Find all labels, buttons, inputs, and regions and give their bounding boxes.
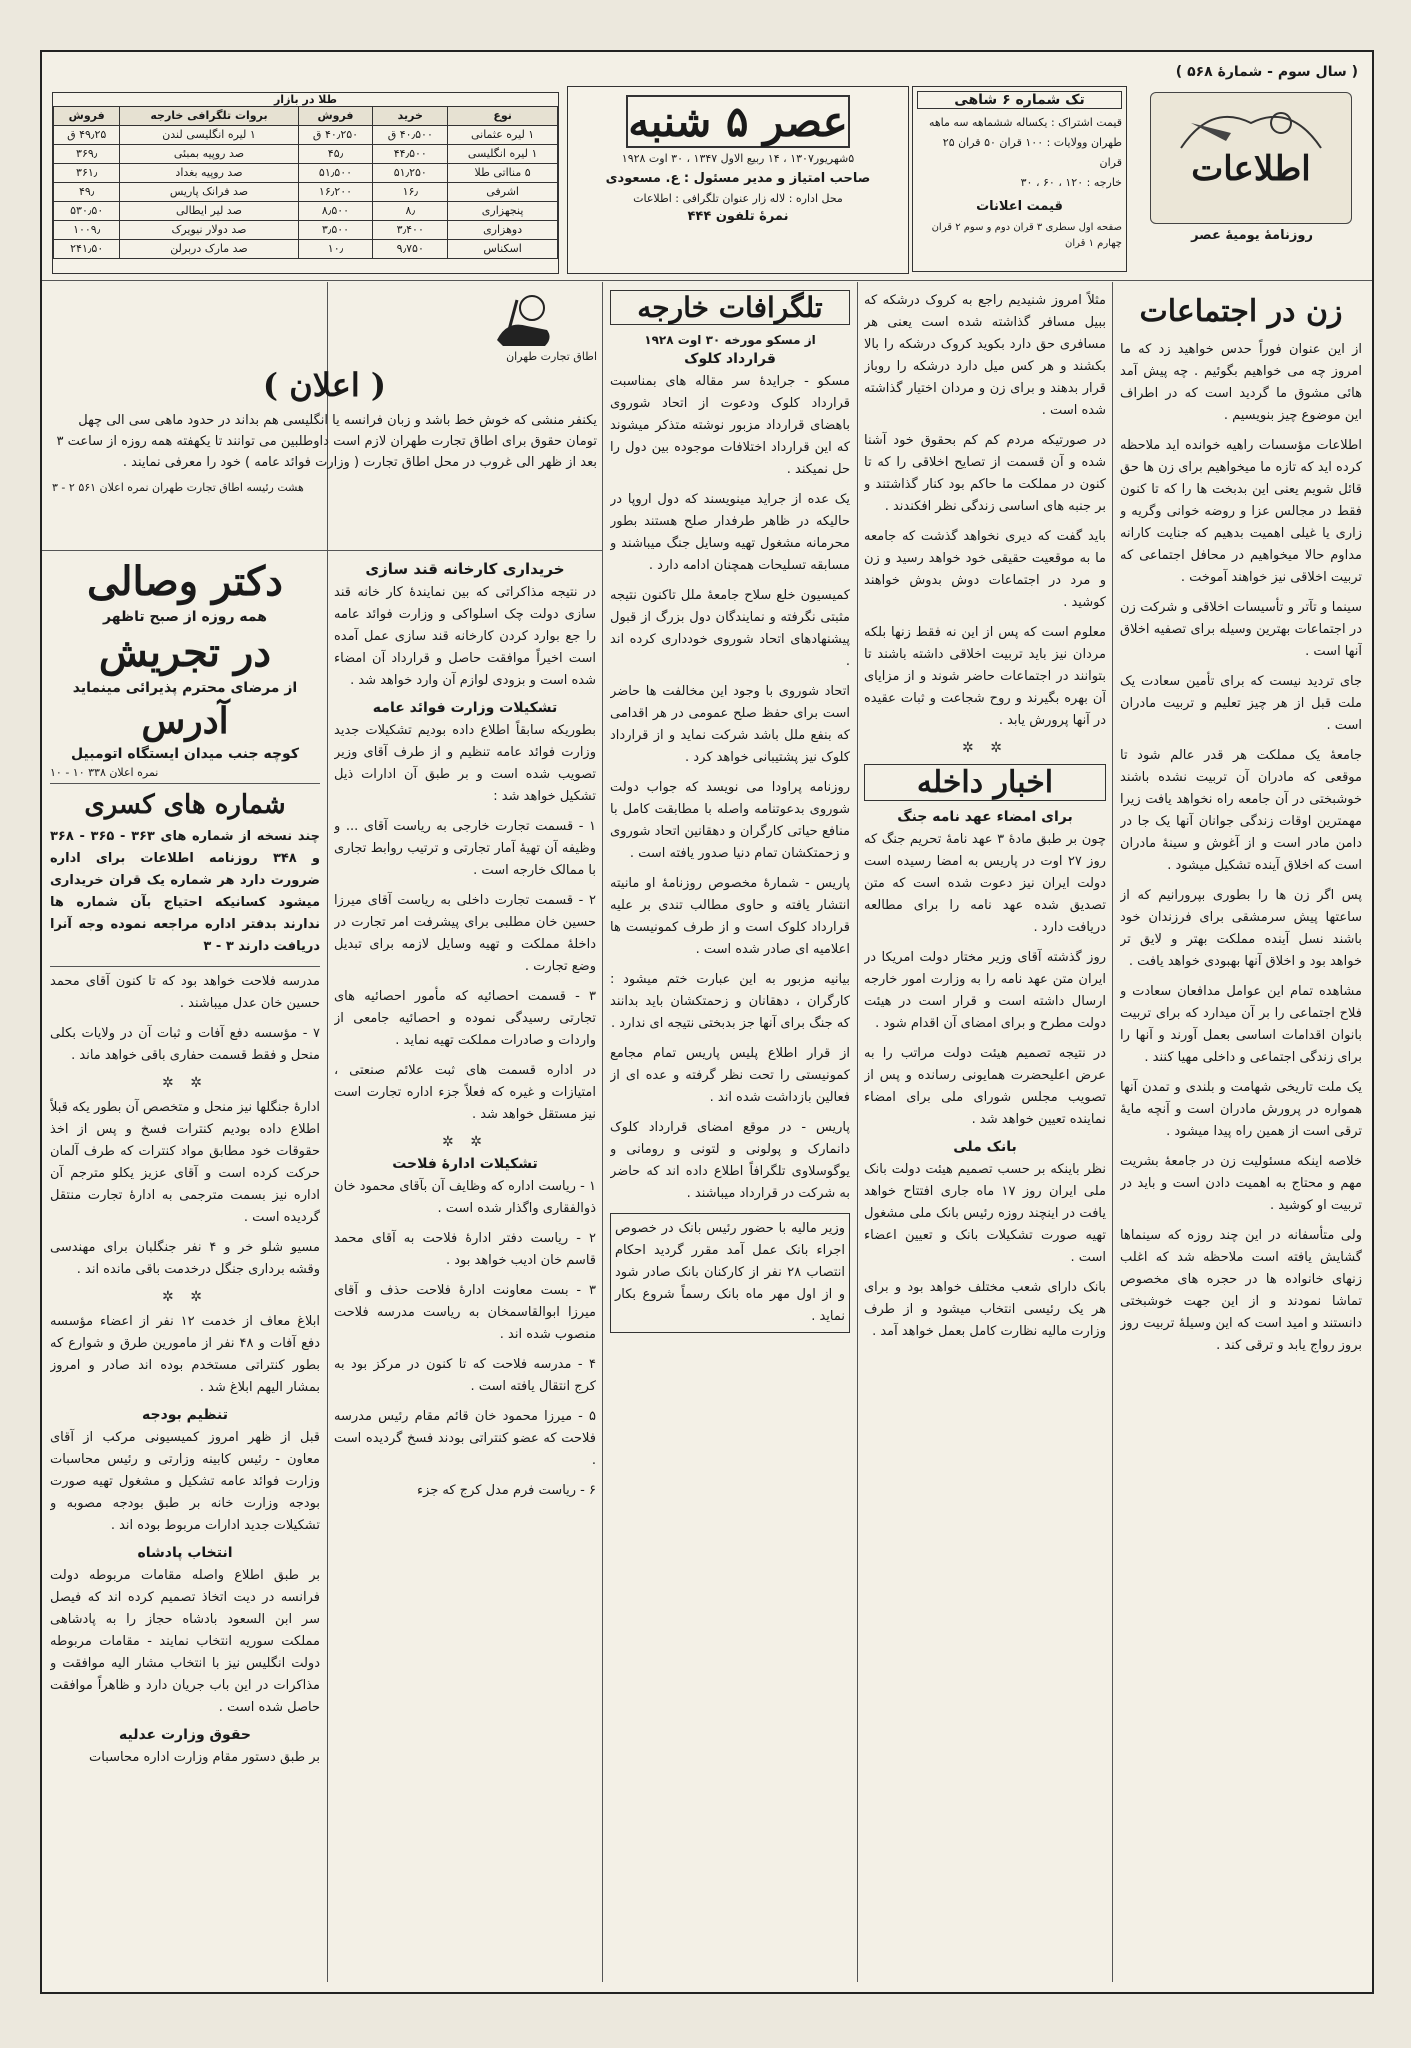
- col5-subtitle: تشکیلات ادارهٔ فلاحت: [392, 1156, 538, 1172]
- year-issue: ( سال سوم - شمارهٔ ۵۶۸ ): [1175, 64, 1358, 80]
- exchange-cell: ۴۹٫: [54, 183, 120, 202]
- col5-item: ۵ - میرزا محمود خان قائم مقام رئیس مدرسه فلاحت که عضو کنتراتی بودند فسخ گردیده است .: [334, 1409, 596, 1468]
- justice-text: بر طبق دستور مقام وزارت اداره محاسبات: [89, 1750, 320, 1765]
- col5-item: ۳ - بست معاونت ادارهٔ فلاحت حذف و آقای میرزا ابوالقاسمخان به ریاست مدرسه فلاحت منصوب شده اند .: [334, 1283, 596, 1342]
- col3-para: پاریس - شمارهٔ مخصوص روزنامهٔ او مانیته انتشار یافته و حاوی مطالب تندی بر علیه قرارداد کلوک است و از طرف کمونیست ها اعلامیه ای صادر شده است .: [610, 876, 850, 957]
- col5-item: ۱ - قسمت تجارت خارجی به ریاست آقای ... و وظیفه آن تهیهٔ آمار تجارتی و ترتیب روابط تجاری با ممالک خارجه است .: [334, 819, 596, 878]
- col3-para: اتحاد شوروی با وجود این مخالفت ها حاضر است برای حفظ صلح عمومی در هر اقدامی که بنفع ملل باشد شرکت نماید و از قرارداد کلوک نیز پشتیبانی خواهد کرد .: [610, 684, 850, 765]
- col1-para: سینما و تآتر و تأسیسات اخلاقی و شرکت زن در اجتماعات بهترین وسیله برای تصفیه اخلاق آنها است .: [1120, 600, 1362, 659]
- col2-bank-para: بانک دارای شعب مختلف خواهد بود و برای هر یک رئیسی انتخاب میشود و از طرف وزارت مالیه نظارت کامل بعمل خواهد آمد .: [864, 1280, 1106, 1339]
- tehran-prices: طهران وولایات : ۱۰۰ قران ۵۰ قران ۲۵ قران: [942, 136, 1122, 169]
- exchange-cell: اشرفی: [448, 183, 558, 202]
- col5-item: ۲ - قسمت تجارت داخلی به ریاست آقای میرزا حسین خان مطلبی برای پیشرفت امر تجارت در داخلهٔ مملکت و تهیه وسایل لازمه برای تبدیل وضع تجارت .: [334, 893, 596, 974]
- notice-block: [52, 290, 597, 545]
- exchange-row: [54, 240, 558, 259]
- exchange-cell: ۸٫: [373, 202, 448, 221]
- bank-title: بانک ملی: [953, 1139, 1017, 1155]
- exchange-cell: صد لیر ایطالی: [120, 202, 298, 221]
- budget-text: قبل از ظهر امروز کمیسیونی مرکب از آقای معاون - رئیس کابینه وزارتی و رئیس محاسبات وزارت فوائد عامه تشکیل و مشغول تهیه صورت بودجه وزارت خانه بر طبق بودجه مصوبه و تشکیلات جدید ادارات مربوط بوده اند .: [50, 1430, 320, 1533]
- exchange-cell: ۵۳۰٫۵۰: [54, 202, 120, 221]
- exchange-cell: ۱ لیره عثمانی: [448, 126, 558, 145]
- col5-item: ۴ - مدرسه فلاحت که تا کنون در مرکز بود به کرج انتقال یافته است .: [334, 1357, 596, 1394]
- separator-stars: ✲ ✲: [162, 1289, 208, 1305]
- col4-para: ادارهٔ جنگلها نیز منحل و متخصص آن بطور یکه قبلاً اطلاع داده بودیم کنترات فسخ و پس از اخذ حقوقات خود مطابق مواد کنترات که طرف آلمان حرکت کرده است و آقای عزیز یکلو مترجم آن اداره نیز بسمت مترجمی به ادارهٔ تجارت منتقل گردیده است .: [50, 1100, 320, 1225]
- exchange-cell: ۳٫۴۰۰: [373, 221, 448, 240]
- col1-para: مشاهده تمام این عوامل مدافعان سعادت و فلاح اجتماعی را بر آن میدارد که برای تربیت بانوان اقدامات اساسی بعمل آورند و آنها را برای زندگی اجتماعی و داخلی مهیا کنند .: [1120, 984, 1362, 1065]
- exchange-cell: صد روپیه بغداد: [120, 164, 298, 183]
- exchange-row: [54, 221, 558, 240]
- col2-news-para: چون بر طبق مادهٔ ۳ عهد نامهٔ تحریم جنگ که روز ۲۷ اوت در پاریس به امضا رسیده است دولت ایران نیز دعوت شده است که متن تصدیق شده عهد نامه را برای مطالعه دریافت دارد .: [864, 832, 1106, 935]
- doctor-patients: از مرضای محترم پذیرائی مینماید: [72, 680, 298, 696]
- exchange-cell: صد مارک دربرلن: [120, 240, 298, 259]
- col3-title: تلگرافات خارجه: [610, 290, 850, 325]
- exchange-cell: ۹٫۷۵۰: [373, 240, 448, 259]
- col5-item: ۲ - ریاست دفتر ادارهٔ فلاحت به آقای محمد قاسم خان ادیب خواهد بود .: [334, 1231, 596, 1268]
- justice-title: حقوق وزارت عدلیه: [118, 1727, 251, 1743]
- ads-prices: صفحه اول سطری ۳ قران دوم و سوم ۲ قران چهارم ۱ قران: [931, 222, 1122, 249]
- newspaper-page: [40, 50, 1374, 1994]
- exchange-cell: پنجهزاری: [448, 202, 558, 221]
- logo-text: اطلاعات: [1191, 149, 1311, 189]
- ads-label: قیمت اعلانات: [976, 199, 1063, 214]
- col5-item: در اداره قسمت های ثبت علائم صنعتی ، امتیازات و غیره که فعلاً جزء اداره تجارت است نیز مستقل خواهد شد .: [334, 1063, 596, 1122]
- separator-stars: ✲ ✲: [162, 1075, 208, 1091]
- exchange-cell: ۵۱٫۲۵۰: [373, 164, 448, 183]
- exchange-cell: ۳۶۱٫: [54, 164, 120, 183]
- col2-news-para: روز گذشته آقای وزیر مختار دولت امریکا در ایران متن عهد نامه را به وزارت امور خارجه ارسال داشته است و قرار است در هیئت دولت مطرح و برای امضای آن اقدام شود .: [864, 950, 1106, 1031]
- col3-para: روزنامه پراودا می نویسد که جواب دولت شوروی بدعوتنامه واصله با مطابقت کامل با منافع حیاتی کارگران و دهقانین اتحاد شوروی و زحمتکشان تمام دنیا صدور یافته است .: [610, 780, 850, 861]
- exchange-row: [54, 164, 558, 183]
- col4-para: ابلاغ معاف از خدمت ۱۲ نفر از اعضاء مؤسسه دفع آفات و ۴۸ نفر از مامورین طرق و شوارع که بطور کنتراتی مستخدم بوده اند صادر و امروز بمشار الیهم ابلاغ شد .: [50, 1314, 320, 1395]
- col3-para: پاریس - در موقع امضای قرارداد کلوک دانمارک و پولونی و لتونی و رومانی و یوگوسلاوی تلگرافاً اطلاع داده اند که حاضر به شرکت در قرارداد میباشند .: [610, 1120, 850, 1201]
- domestic-news-title: اخبار داخله: [864, 764, 1106, 801]
- foreign-prices: خارجه : ۱۲۰ ، ۶۰ ، ۳۰: [1020, 176, 1122, 189]
- exchange-cell: ۱۶٫۲۰۰: [298, 183, 373, 202]
- column-domestic: [864, 290, 1106, 1982]
- col3-para: یک عده از جراید مینویسند که دول اروپا در حالیکه در ظاهر طرفدار صلح هستند بطور محرمانه مشغول تهیه وسایل جنگ میباشند و مسابقه تسلیحات همچنان ادامه دارد .: [610, 492, 850, 573]
- col5-item: ۶ - ریاست فرم مدل کرج که جزء: [416, 1483, 596, 1498]
- col1-para: از این عنوان فوراً حدس خواهید زد که ما امروز چه می خواهیم بگوئیم . چه پیش آمد هائی مشوق ما گردید است که در اطراف این موضوع چیز بنویسیم .: [1120, 342, 1362, 423]
- exchange-cell: صد روپیه بمبئی: [120, 145, 298, 164]
- office-address: محل اداره : لاله زار عنوان تلگرافی : اطلاعات: [633, 192, 843, 205]
- col3-dateline: از مسکو مورخه ۳۰ اوت ۱۹۲۸: [644, 333, 816, 347]
- election-text: بر طبق اطلاع واصله مقامات مربوطه دولت فرانسه در دیت اتخاذ تصمیم کرده اند که فیصل سر ابن السعود بادشاه حجاز را به پادشاهی مملکت سوریه انتخاب نمایند - مقامات مربوطه دولت انگلیس نیز با انتخاب مشار الیه موافقت و مذاکرات در این باب جریان دارد و ظاهراً موافقت حاصل شده است .: [50, 1568, 320, 1715]
- lion-and-sun-icon: [487, 290, 557, 350]
- col5-item: ۳ - قسمت احصائیه که مأمور احصائیه های تجارتی رسیدگی نموده و احصائیه جامعی از واردات و صادرات مملکت تهیه نماید .: [334, 989, 596, 1048]
- exchange-cell: ۸٫۵۰۰: [298, 202, 373, 221]
- exchange-row: [54, 126, 558, 145]
- notice-footer: هشت رئیسه اطاق تجارت طهران نمره اعلان ۵۶۱ ۲ - ۳: [52, 481, 304, 494]
- single-price: تک شماره ۶ شاهی: [917, 91, 1122, 109]
- exchange-cell: ۵ منااتی طلا: [448, 164, 558, 183]
- lion-caption: اطاق تجارت طهران: [506, 350, 597, 363]
- separator-stars: ✲ ✲: [962, 740, 1008, 756]
- subscription-label: قیمت اشتراک : یکساله ششماهه سه ماهه: [928, 116, 1122, 129]
- exchange-header: خرید: [373, 107, 448, 126]
- notice-text: یکنفر منشی که خوش خط باشد و زبان فرانسه یا انگلیسی هم بداند در حدود ماهی سی الی چهل تومان حقوق برای اطاق تجارت طهران لازم است داوطلبین می توانند تا یکهفته همه روزه از ساعت ۳ بعد از ظهر الی غروب در محل اطاق تجارت ( وزارت فوائد عامه ) خود را معرفی نمایند .: [56, 413, 597, 470]
- exchange-cell: ۵۱٫۵۰۰: [298, 164, 373, 183]
- exchange-row: [54, 202, 558, 221]
- exchange-table: [53, 106, 558, 259]
- exchange-table-box: [52, 92, 559, 274]
- col1-para: ولی متأسفانه در این چند روزه که سینماها گشایش یافته است ملاحظه شد که اغلب زنهای خانواده ها در حجره های مخصوص تماشا نمودند و از این جهت خوشبختی دانستند و امید است که این وسیلهٔ تربیت روز بروز رواج یابد و ترقی کند .: [1120, 1228, 1362, 1353]
- kasri-title: شماره های کسری: [84, 790, 286, 820]
- col3-para: کمیسیون خلع سلاح جامعهٔ ملل تاکنون نتیجه مثبتی نگرفته و نمایندگان دول بزرگ از قبول پیشنهادهای اتحاد شوروی خودداری کرده اند .: [610, 588, 850, 669]
- separator-stars: ✲ ✲: [442, 1134, 488, 1150]
- exchange-cell: ۱۰٫: [298, 240, 373, 259]
- exchange-cell: دوهزاری: [448, 221, 558, 240]
- exchange-cell: ۴۹٫۲۵ ق: [54, 126, 120, 145]
- exchange-cell: صد فرانک پاریس: [120, 183, 298, 202]
- election-title: انتخاب پادشاه: [137, 1545, 233, 1561]
- exchange-header: فروش: [298, 107, 373, 126]
- col3-para: از قرار اطلاع پلیس پاریس تمام مجامع کمونیستی را تحت نظر گرفته و عده ای از فعالین بازداشت شده اند .: [610, 1046, 850, 1105]
- col2-news-para: در نتیجه تصمیم هیئت دولت مراتب را به عرض اعلیحضرت همایونی رسانده و پس از تصویب مجلس شورای ملی برای امضاء نماینده تعیین خواهد شد .: [864, 1046, 1106, 1127]
- column-ads-left: [50, 556, 320, 1982]
- col2-bank-para: نظر باینکه بر حسب تصمیم هیئت دولت بانک ملی ایران روز ۱۷ ماه جاری افتتاح خواهد یافت در اینچند روزه رئیس بانک ملی مشغول تهیه صورت تشکیلات بانک و تعیین اعضاء است .: [864, 1162, 1106, 1265]
- phone: نمرهٔ تلفون ۴۴۴: [687, 209, 789, 224]
- exchange-row: [54, 183, 558, 202]
- paper-title: عصر ۵ شنبه: [626, 95, 850, 148]
- exchange-cell: ۴۵٫: [298, 145, 373, 164]
- exchange-header: فروش: [54, 107, 120, 126]
- subscription-box: [912, 86, 1127, 272]
- exchange-cell: صد دولار نیویرک: [120, 221, 298, 240]
- exchange-cell: ۱ لیره انگلیسی: [448, 145, 558, 164]
- col4-para: مسیو شلو خر و ۴ نفر جنگلبان برای مهندسی وقشه برداری جنگل درخدمت باقی مانده اند .: [50, 1240, 320, 1277]
- address-footer: نمره اعلان ۳۳۸ ۱۰ - ۱۰: [50, 766, 159, 779]
- col1-title: زن در اجتماعات: [1139, 294, 1343, 329]
- domestic-news-subtitle: برای امضاء عهد نامه جنگ: [897, 809, 1073, 825]
- col1-para: اطلاعات مؤسسات راهیه خوانده اید ملاحظه کرده اید که تازه ما میخواهیم برای زن ها حق قائل شویم یعنی این بدبخت ها را که تا کنون فقط در مجالس عزا و روضه خوانی وگریه و زاری یا غیلی اهمیت بدهیم که جنایت کارانه مداوم حالا میخواهیم در محافل اجتماعی که تربیت اخلاقی نیز خواهند آموخت .: [1120, 438, 1362, 585]
- tagline: روزنامهٔ یومیهٔ عصر: [1191, 228, 1313, 243]
- col1-para: پس اگر زن ها را بطوری بپرورانیم که از ساعتها پیش سرمشقی برای فرزندان خود باشند نسل آینده مملکت بهتر و لایق تر خواهد بود و اخلاق آنها بهبودی خواهد یافت .: [1120, 888, 1362, 969]
- issue-date: ۵شهریور۱۳۰۷ ، ۱۴ ربیع الاول ۱۳۴۷ ، ۳۰ اوت ۱۹۲۸: [621, 152, 855, 165]
- doctor-hours: همه روزه از صبح تاظهر: [102, 609, 267, 625]
- col3-bottom-box: وزیر مالیه با حضور رئیس بانک در خصوص اجراء بانک عمل آمد مقرر گردید احکام انتصاب ۲۸ نفر از کارکنان بانک صادر شود و از اول مهر ماه بانک رسماً شروع بکار نماید .: [610, 1213, 850, 1333]
- exchange-cell: ۱ لیره انگلیسی لندن: [120, 126, 298, 145]
- col5-para: بطوریکه سابقاً اطلاع داده بودیم تشکیلات جدید وزارت فوائد عامه تنظیم و از طرف آقای وزیر تصویب شده است و بر طبق آن ادارات ذیل تشکیل خواهد شد :: [334, 723, 596, 804]
- col5-subtitle: تشکیلات وزارت فوائد عامه: [372, 700, 558, 716]
- kasri-text: چند نسخه از شماره های ۳۶۳ - ۳۶۵ - ۳۶۸ و ۳۴۸ روزنامه اطلاعات برای اداره ضرورت دارد هر شماره یک قران خریداری میشود کسانیکه احتیاج بآن شماره ها ندارند بدفتر اداره مراجعه نموده وجه آنرا دریافت دارند ۳ - ۳: [50, 829, 320, 954]
- exchange-row: [54, 145, 558, 164]
- col2-para: مثلاً امروز شنیدیم راجع به کروک درشکه که ببیل مسافر گذاشته شده است یعنی هر مسافری حق دارد بکوید کروک درشکه را بالا بکشند و هر کس میل دارد درشکه را روباز قرار بدهند و برای زن و مردان اختیار گذاشته شده است .: [864, 293, 1106, 418]
- exchange-cell: ۳۶۹٫: [54, 145, 120, 164]
- column-ministry: [334, 556, 596, 1982]
- exchange-title: طلا در بازار: [273, 93, 338, 106]
- col2-para: باید گفت که دیری نخواهد گذشت که جامعه ما به موقعیت حقیقی خود خواهد رسید و زن و مرد در اجتماعات دوش بدوش خواهند کوشید .: [864, 529, 1106, 610]
- doctor-name: دکتر وصالی: [87, 558, 283, 605]
- col1-para: خلاصه اینکه مسئولیت زن در جامعهٔ بشریت مهم و محتاج به اهمیت دادن است و باید در تربیت او کوشید .: [1120, 1154, 1362, 1213]
- col5-para: در نتیجه مذاکراتی که بین نمایندهٔ کار خانه قند سازی دولت چک اسلواکی و وزارت فوائد عامه را جع بوارد کردن کارخانه قند سازی عمل آمده است اخیراً موافقت حاصل و قرارداد آن امضاء شده است و بزودی لوازم آن وارد خواهد شد .: [334, 585, 596, 688]
- exchange-cell: ۲۴۱٫۵۰: [54, 240, 120, 259]
- exchange-cell: ۴۰٫۵۰۰ ق: [373, 126, 448, 145]
- exchange-cell: ۱۰۰۹٫: [54, 221, 120, 240]
- exchange-cell: ۴۴٫۵۰۰: [373, 145, 448, 164]
- col5-title: خریداری کارخانه قند سازی: [365, 560, 565, 578]
- budget-title: تنظیم بودجه: [142, 1407, 228, 1423]
- col4-para: مدرسه فلاحت خواهد بود که تا کنون آقای محمد حسین خان عدل میباشند .: [50, 974, 320, 1011]
- exchange-header: بروات تلگرافی خارجه: [120, 107, 298, 126]
- exchange-cell: ۳٫۵۰۰: [298, 221, 373, 240]
- notice-title: ( اعلان ): [262, 366, 387, 404]
- column-foreign-telegrams: [610, 290, 850, 1982]
- col5-item: ۱ - ریاست اداره که وظایف آن بآقای محمود خان ذوالفقاری واگذار شده است .: [334, 1179, 596, 1216]
- col3-para: بیانیه مزبور به این عبارت ختم میشود : کارگران ، دهقانان و زحمتکشان باید بدانند که جنگ برای آنها جز بدبختی نتیجه ای ندارد .: [610, 972, 850, 1031]
- column-women: [1120, 290, 1362, 1982]
- address-label: آدرس: [141, 700, 229, 742]
- owner: صاحب امتیاز و مدیر مسئول : ع. مسعودی: [605, 171, 871, 186]
- exchange-header: نوع: [448, 107, 558, 126]
- col3-para: مسکو - جرایدهٔ سر مقاله های بمناسبت قرارداد کلوک ودعوت از اتحاد شوروی باهضای قرارداد مزبور نوشته متذکر میشوند که این قرارداد اختلافات موجوده بین دول را حل نمیکند .: [610, 374, 850, 477]
- col4-para: ۷ - مؤسسه دفع آفات و ثبات آن در ولایات بکلی منحل و فقط قسمت حفاری باقی خواهد ماند .: [50, 1026, 320, 1063]
- col3-subtitle: قرارداد کلوک: [684, 351, 776, 367]
- doctor-address: کوچه جنب میدان ایستگاه اتومبیل: [71, 746, 299, 762]
- title-box: [567, 86, 909, 274]
- col2-para: معلوم است که پس از این نه فقط زنها بلکه مردان نیز باید تربیت اخلاقی داشته باشند تا بتوانند در اجتماعات حاضر شوند و از مزایای آن بهره بگیرند و روح شجاعت و ثبات عقیده در آنها پرورش یابد .: [864, 625, 1106, 728]
- col1-para: جامعهٔ یک مملکت هر قدر عالم شود تا موقعی که مادران آن تربیت نشده باشند خوشبختی در آن جامعه راه نخواهد یافت زیرا مهمترین اوقات زندگی جوانان آنها یک جا در دامن مادر است و از آغوش و سینهٔ مادران است که اخلاق آینده تشکیل میشود .: [1120, 748, 1362, 873]
- col1-para: جای تردید نیست که برای تأمین سعادت یک ملت قبل از هر چیز تعلیم و تربیت مادران است .: [1120, 674, 1362, 733]
- logo: [1150, 92, 1352, 224]
- col1-para: یک ملت تاریخی شهامت و بلندی و تمدن آنها همواره در پرورش مادران است و آنچه مایهٔ ترقی است از همین راه پیدا میشود .: [1120, 1080, 1362, 1139]
- doctor-place: در تجریش: [98, 629, 272, 676]
- exchange-cell: ۴۰٫۲۵۰ ق: [298, 126, 373, 145]
- exchange-cell: اسکناس: [448, 240, 558, 259]
- exchange-cell: ۱۶٫: [373, 183, 448, 202]
- col2-para: در صورتیکه مردم کم کم بحقوق خود آشنا شده و آن قسمت از تصایح اخلاقی را که تا کنون در مملکت ما حاکم بود کنار گذاشتند و بر جنبه های اساسی زندگی نظر افکندند .: [864, 433, 1106, 514]
